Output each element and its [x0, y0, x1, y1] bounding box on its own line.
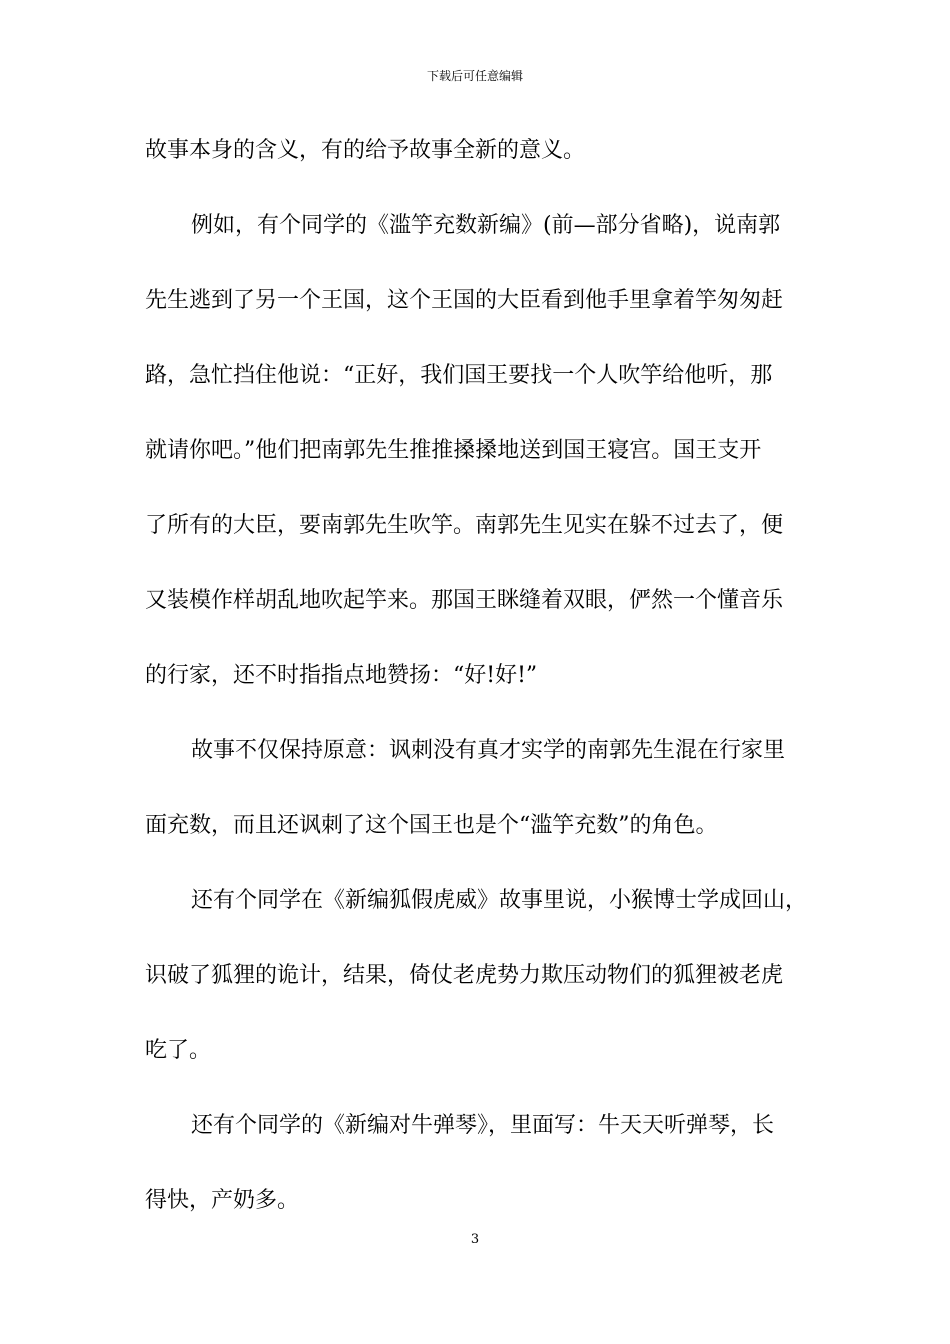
text-line: 得快，产奶多。 — [145, 1188, 300, 1213]
text-line: 先生逃到了另一个王国，这个王国的大臣看到他手里拿着竽匆匆赶 — [145, 288, 784, 313]
text-line: 面充数，而且还讽刺了这个国王也是个“滥竽充数”的角色。 — [145, 813, 718, 838]
text-line: 就请你吧。”他们把南郭先生推推搡搡地送到国王寝宫。国王支开 — [145, 438, 762, 463]
text-line: 了所有的大臣，要南郭先生吹竽。南郭先生见实在躲不过去了，便 — [145, 513, 784, 538]
text-line: 又装模作样胡乱地吹起竽来。那国王眯缝着双眼，俨然一个懂音乐 — [145, 588, 784, 613]
text-line: 的行家，还不时指指点地赞扬：“好!好!” — [145, 663, 538, 688]
text-line: 例如，有个同学的《滥竽充数新编》(前—部分省略)，说南郭 — [191, 213, 781, 238]
text-line: 吃了。 — [145, 1038, 212, 1063]
text-line: 故事本身的含义，有的给予故事全新的意义。 — [145, 138, 586, 163]
page-number: 3 — [470, 1232, 480, 1247]
page-header: 下载后可任意编辑 — [426, 69, 523, 83]
text-line: 还有个同学的《新编对牛弹琴》，里面写：牛天天听弹琴，长 — [191, 1113, 775, 1138]
text-line: 还有个同学在《新编狐假虎威》故事里说，小猴博士学成回山， — [191, 888, 808, 913]
text-line: 路，急忙挡住他说：“正好，我们国王要找一个人吹竽给他听，那 — [145, 363, 773, 388]
text-line: 故事不仅保持原意：讽刺没有真才实学的南郭先生混在行家里 — [191, 738, 786, 763]
text-line: 识破了狐狸的诡计，结果，倚仗老虎势力欺压动物们的狐狸被老虎 — [145, 963, 784, 988]
